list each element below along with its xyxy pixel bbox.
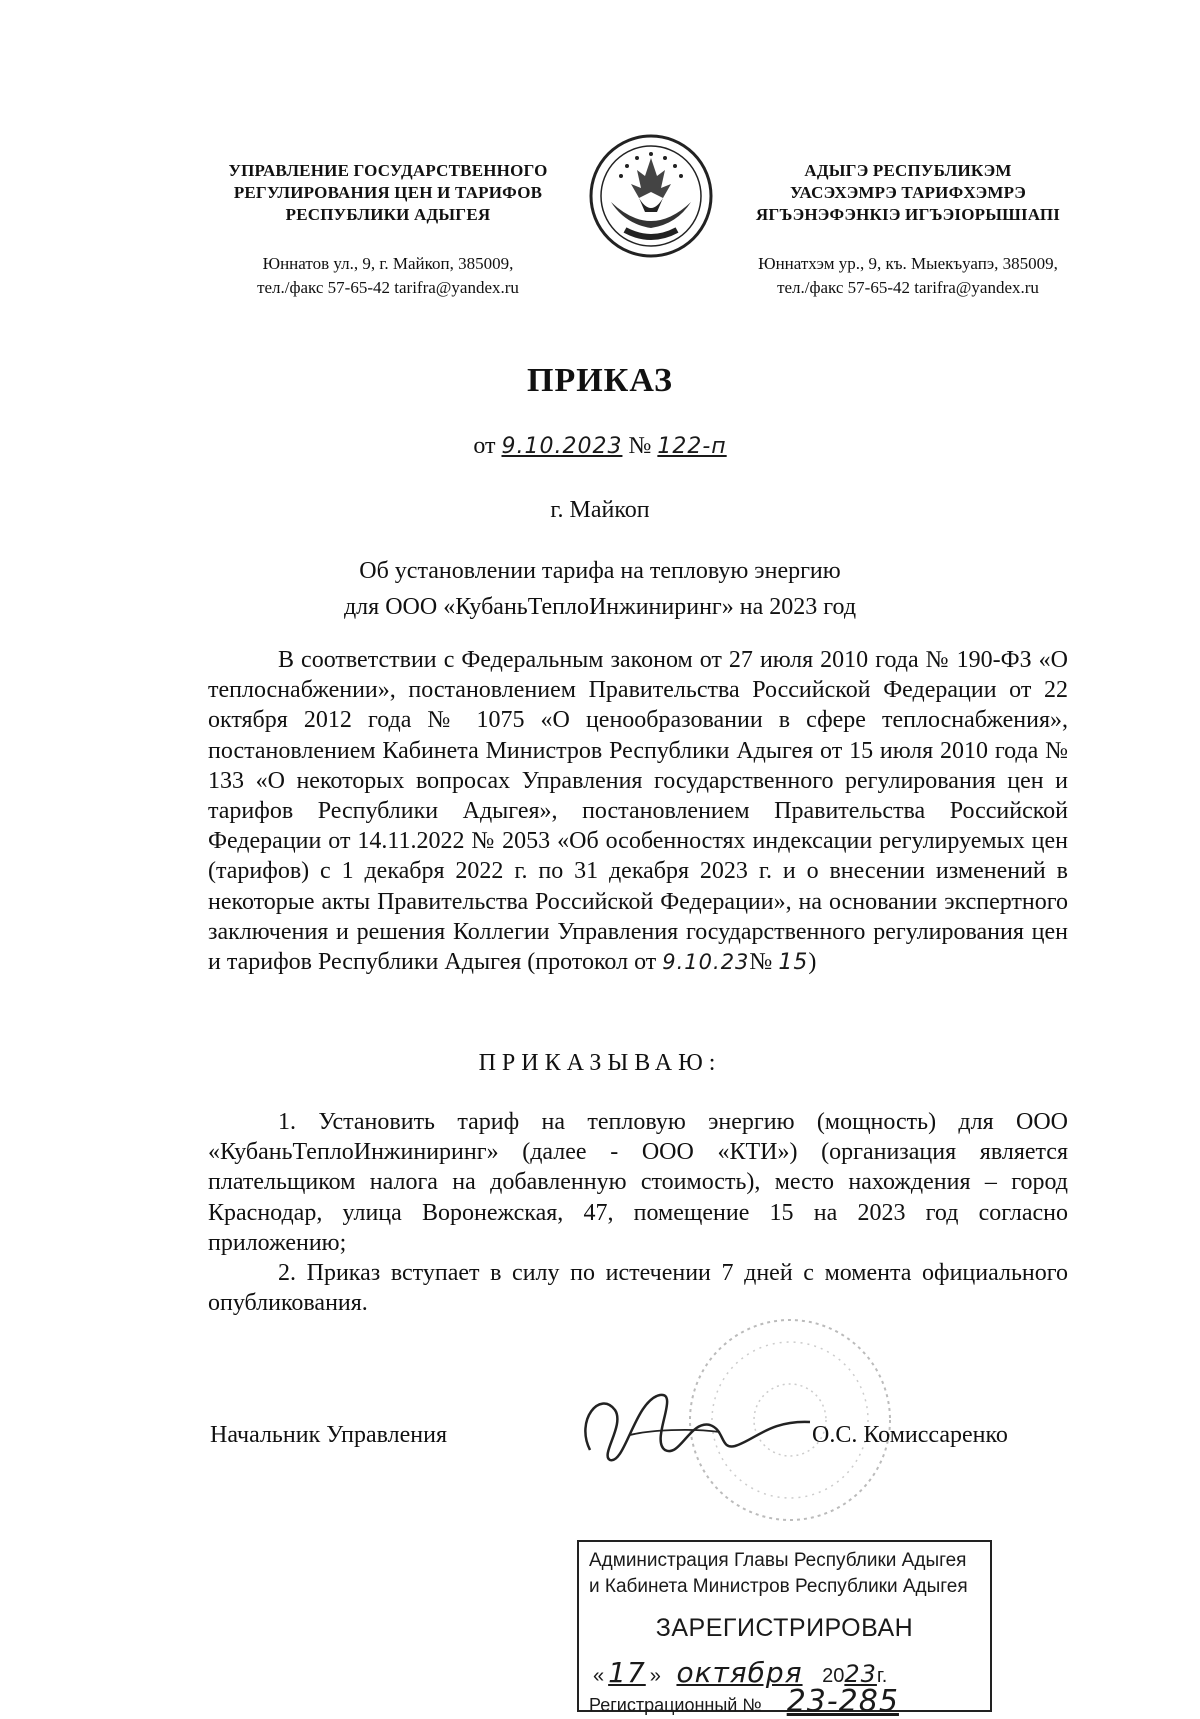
subject-line: Об установлении тарифа на тепловую энергию <box>359 558 841 584</box>
order-date-number <box>0 433 1200 460</box>
issuer-name-ady <box>718 160 1098 226</box>
coat-of-arms-icon <box>587 132 715 260</box>
stamp-year-suffix: 23 <box>844 1660 877 1688</box>
issuer-line: РЕСПУБЛИКИ АДЫГЕЯ <box>285 205 491 224</box>
issuer-line: УПРАВЛЕНИЕ ГОСУДАРСТВЕННОГО <box>228 161 548 180</box>
protocol-number-label: № <box>749 949 773 976</box>
city: г. Майкоп <box>550 497 650 523</box>
order-date-prefix: от <box>473 433 496 459</box>
issuer-line: АДЫГЭ РЕСПУБЛИКЭМ <box>804 161 1012 180</box>
order-number: 122-п <box>657 434 727 459</box>
contact-line: тел./факс 57-65-42 tarifra@yandex.ru <box>777 278 1039 297</box>
document-title: ПРИКАЗ <box>527 362 673 399</box>
stamp-month: октября <box>676 1656 803 1689</box>
contact-line: тел./факс 57-65-42 tarifra@yandex.ru <box>257 278 519 297</box>
subject-line: для ООО «КубаньТеплоИнжиниринг» на 2023 год <box>343 594 857 620</box>
address-line: Юннатхэм ур., 9, къ. Мыекъуапэ, 385009, <box>758 254 1058 273</box>
protocol-close: ) <box>808 949 817 976</box>
order-number-label: № <box>628 433 652 459</box>
issuer-line: РЕГУЛИРОВАНИЯ ЦЕН И ТАРИФОВ <box>233 183 543 202</box>
issuer-name-ru <box>198 160 578 226</box>
protocol-number: 15 <box>778 950 809 976</box>
document-subject <box>0 553 1200 625</box>
preamble <box>208 645 1068 978</box>
stamp-day: 17 <box>608 1656 646 1689</box>
issuer-address-ady <box>718 252 1098 300</box>
address-line: Юннатов ул., 9, г. Майкоп, 385009, <box>262 254 514 273</box>
order-item: 1. Установить тариф на тепловую энергию (мощность) для ООО «КубаньТеплоИнжиниринг» (далее - ООО «КТИ») (организация является плательщиком налога на добавленную стоимость), место нахождения – город Краснодар, улица Воронежская, 47, помещение 15 на 2023 год согласно приложению; <box>208 1109 1068 1256</box>
decree-heading: ПРИКАЗЫВАЮ: <box>478 1050 722 1076</box>
stamp-regno-label: Регистрационный № <box>589 1695 762 1715</box>
preamble-text: В соответствии с Федеральным законом от 27 июля 2010 года № 190-ФЗ «О теплоснабжении», постановлением Правительства Российской Федерации от 22 октября 2012 года № 1075 «О ценообразовании в сфере теплоснабжения», постановлением Кабинета Министров Республики Адыгея от 15 июля 2010 года № 133 «О некоторых вопросах Управления государственного регулирования цен и тарифов Республики Адыгея», постановлением Правительства Российской Федерации от 14.11.2022 № 2053 «Об особенностях индексации регулируемых цен (тарифов) с 1 декабря 2022 г. по 31 декабря 2023 г. и о внесении изменений в некоторые акты Правительства Российской Федерации», на основании экспертного заключения и решения Коллегии Управления государственного регулирования цен и тарифов Республики Адыгея (протокол от <box>208 647 1068 976</box>
issuer-address-ru <box>198 252 578 300</box>
registration-stamp <box>577 1540 992 1719</box>
order-date: 9.10.2023 <box>501 434 623 459</box>
protocol-date: 9.10.23 <box>662 950 750 975</box>
issuer-line: ЯГЪЭНЭФЭНКIЭ ИГЪЭIОРЫШIАПI <box>755 205 1061 224</box>
stamp-status: ЗАРЕГИСТРИРОВАН <box>655 1614 914 1642</box>
signatory-name: О.С. Комиссаренко <box>812 1422 1008 1448</box>
stamp-date: « 17 » октября 2023г. <box>593 1656 888 1689</box>
stamp-year-prefix: 20 <box>822 1665 845 1687</box>
order-item: 2. Приказ вступает в силу по истечении 7 дней с момента официального опубликования. <box>208 1260 1068 1317</box>
stamp-registration-number <box>589 1684 899 1719</box>
signatory-position: Начальник Управления <box>210 1422 447 1448</box>
stamp-year-label: г. <box>876 1665 888 1687</box>
stamp-regno: 23-285 <box>786 1684 899 1719</box>
stamp-authority-line: Администрация Главы Республики Адыгея <box>589 1550 967 1571</box>
stamp-authority-line: и Кабинета Министров Республики Адыгея <box>589 1576 968 1597</box>
issuer-line: УАСЭХЭМРЭ ТАРИФХЭМРЭ <box>790 183 1026 202</box>
order-items <box>208 1107 1068 1318</box>
